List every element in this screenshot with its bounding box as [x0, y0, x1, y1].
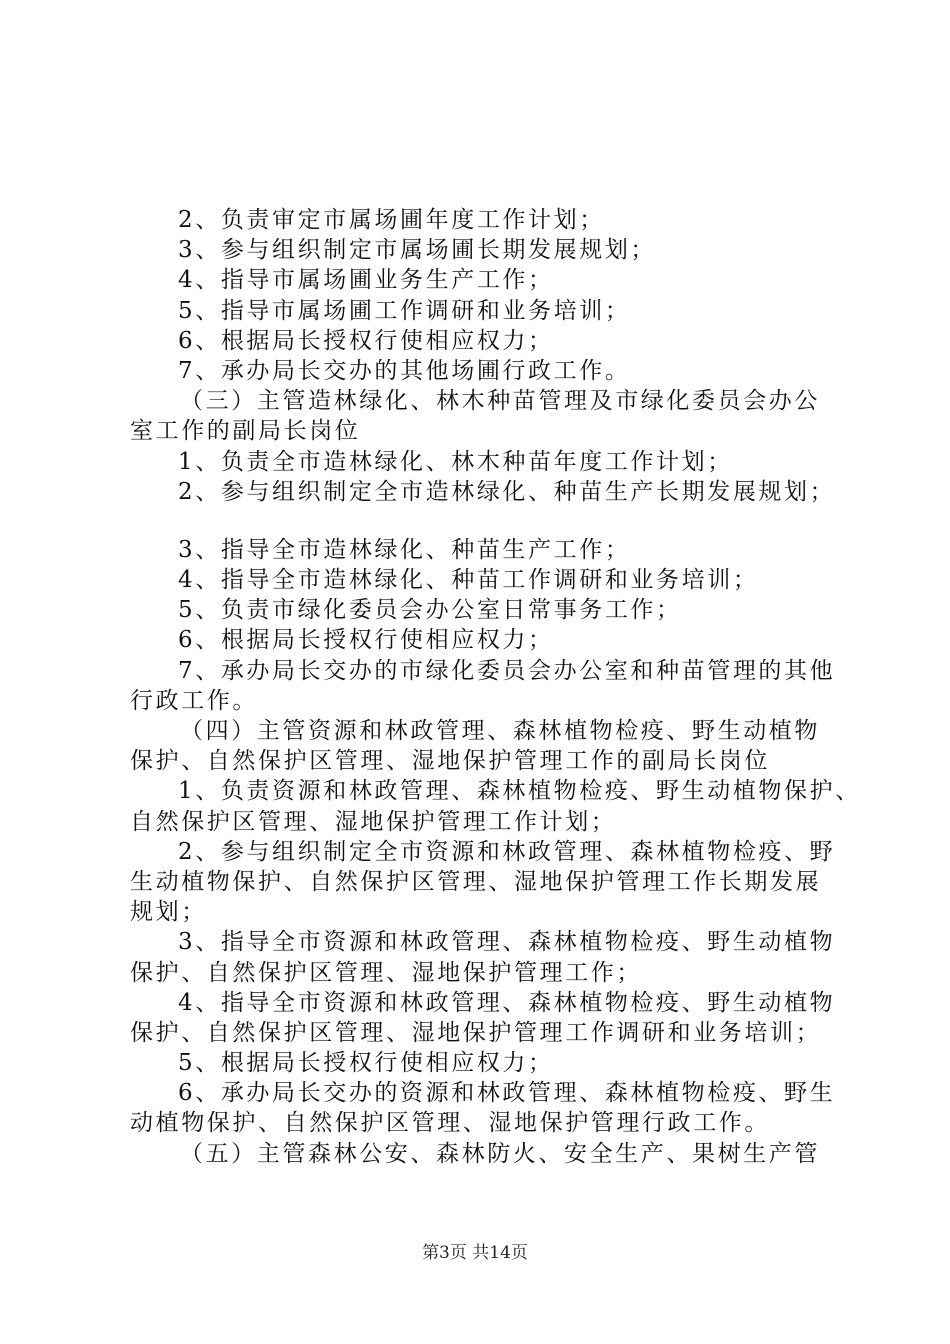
text-line: 7、承办局长交办的其他场圃行政工作。 — [178, 357, 631, 384]
section-heading-3: （三）主管造林绿化、林木种苗管理及市绿化委员会办公 — [180, 388, 820, 415]
document-body — [130, 205, 861, 1169]
text-line: 规划； — [130, 899, 207, 926]
text-line: 5、负责市绿化委员会办公室日常事务工作； — [178, 597, 682, 624]
text-line: 4、指导全市资源和林政管理、森林植物检疫、野生动植物 — [178, 989, 836, 1016]
text-line: 3、参与组织制定市属场圃长期发展规划； — [178, 237, 657, 264]
text-line: 3、指导全市资源和林政管理、森林植物检疫、野生动植物 — [178, 929, 836, 956]
text-line: 6、根据局长授权行使相应权力； — [178, 627, 554, 654]
text-line: 2、参与组织制定全市造林绿化、种苗生产长期发展规划； — [178, 478, 836, 505]
blank-line — [130, 507, 840, 535]
text-line: 1、负责资源和林政管理、森林植物检疫、野生动植物保护、 — [178, 778, 861, 805]
text-line: 3、指导全市造林绿化、种苗生产工作； — [178, 536, 631, 563]
text-line: 2、参与组织制定全市资源和林政管理、森林植物检疫、野 — [178, 838, 836, 865]
text-line: 动植物保护、自然保护区管理、湿地保护管理行政工作。 — [130, 1110, 770, 1137]
section-heading-5: （五）主管森林公安、森林防火、安全生产、果树生产管 — [180, 1140, 820, 1167]
text-line: 5、根据局长授权行使相应权力； — [178, 1050, 554, 1077]
text-line: 2、负责审定市属场圃年度工作计划； — [178, 207, 605, 233]
text-line: 保护、自然保护区管理、湿地保护管理工作调研和业务培训； — [130, 1019, 822, 1046]
text-line: 自然保护区管理、湿地保护管理工作计划； — [130, 808, 617, 835]
section-heading-4: （四）主管资源和林政管理、森林植物检疫、野生动植物 — [180, 718, 820, 744]
section-heading-3-cont: 室工作的副局长岗位 — [130, 418, 361, 445]
section-heading-4-cont: 保护、自然保护区管理、湿地保护管理工作的副局长岗位 — [130, 748, 770, 775]
text-line: 行政工作。 — [130, 687, 258, 714]
text-line: 保护、自然保护区管理、湿地保护管理工作； — [130, 959, 642, 986]
text-line: 6、根据局长授权行使相应权力； — [178, 327, 554, 354]
page-number-footer: 第3页 共14页 — [422, 1243, 528, 1263]
text-line: 5、指导市属场圃工作调研和业务培训； — [178, 297, 631, 324]
text-line: 生动植物保护、自然保护区管理、湿地保护管理工作长期发展 — [130, 868, 822, 895]
text-line: 1、负责全市造林绿化、林木种苗年度工作计划； — [178, 448, 733, 475]
text-line: 4、指导全市造林绿化、种苗工作调研和业务培训； — [178, 567, 759, 594]
text-line: 4、指导市属场圃业务生产工作； — [178, 267, 554, 294]
text-line: 6、承办局长交办的资源和林政管理、森林植物检疫、野生 — [178, 1080, 836, 1107]
text-line: 7、承办局长交办的市绿化委员会办公室和种苗管理的其他 — [178, 657, 836, 684]
